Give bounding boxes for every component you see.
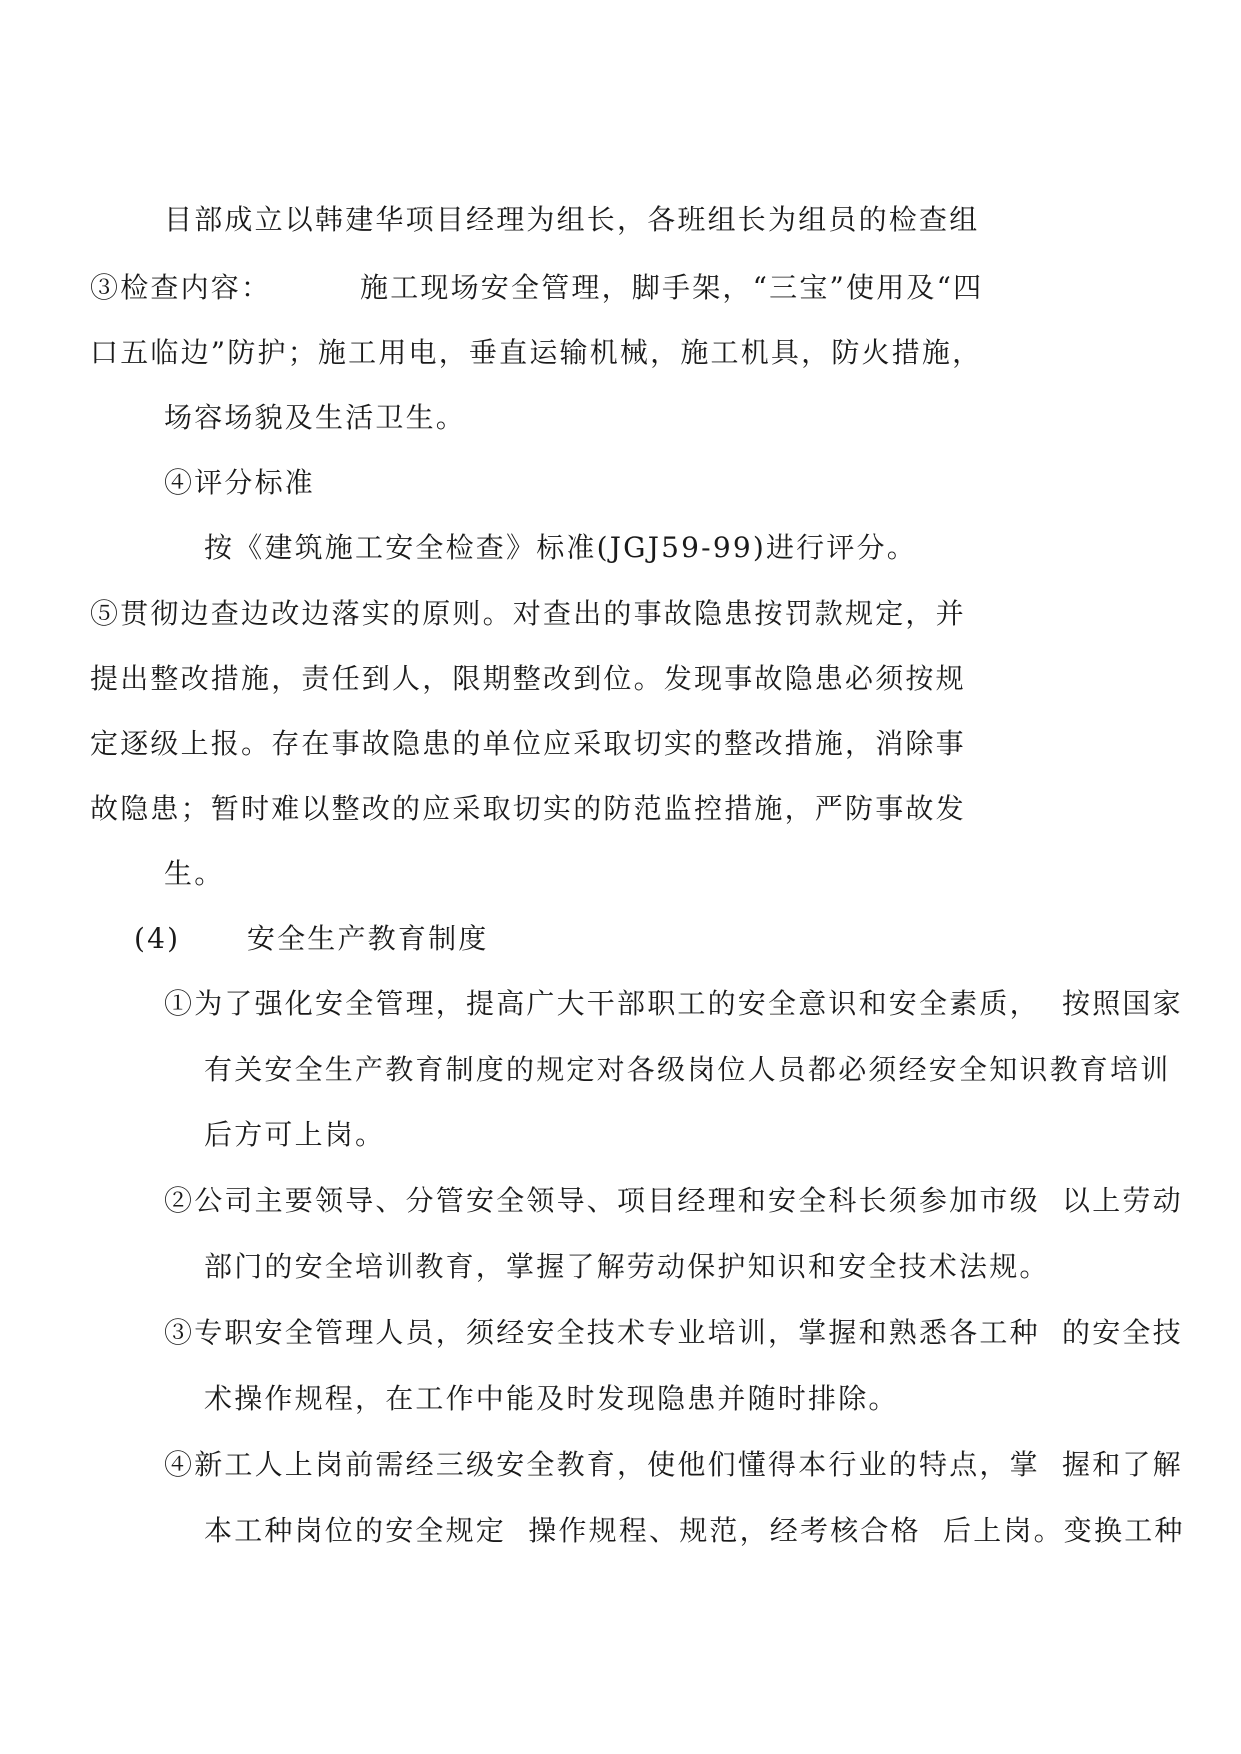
- text-line: ④评分标准: [164, 466, 316, 499]
- text-line: 定逐级上报。存在事故隐患的单位应采取切实的整改措施，消除事: [90, 727, 966, 760]
- text-line: 口五临边”防护；施工用电，垂直运输机械，施工机具，防火措施，: [90, 336, 983, 369]
- text-line: 目部成立以韩建华项目经理为组长，各班组长为组员的检查组: [164, 203, 980, 236]
- text-line: 场容场貌及生活卫生。: [164, 401, 467, 434]
- text-line: ③专职安全管理人员，须经安全技术专业培训，掌握和熟悉各工种 的安全技: [164, 1316, 1183, 1349]
- text-line: 有关安全生产教育制度的规定对各级岗位人员都必须经安全知识教育培训: [204, 1053, 1171, 1086]
- text-line: 本工种岗位的安全规定 操作规程、规范，经考核合格 后上岗。变换工种: [204, 1514, 1185, 1547]
- text-line: 按《建筑施工安全检查》标准(JGJ59-99)进行评分。: [204, 531, 917, 564]
- text-line: 后方可上岗。: [204, 1118, 386, 1151]
- text-line: ②公司主要领导、分管安全领导、项目经理和安全科长须参加市级 以上劳动: [164, 1184, 1183, 1217]
- section-heading: (4) 安全生产教育制度: [134, 922, 489, 955]
- text-line: 术操作规程，在工作中能及时发现隐患并随时排除。: [204, 1382, 899, 1415]
- text-line: 故隐患；暂时难以整改的应采取切实的防范监控措施，严防事故发: [90, 792, 966, 825]
- text-line: ③检查内容： 施工现场安全管理，脚手架，“三宝”使用及“四: [90, 271, 984, 304]
- text-line: ⑤贯彻边查边改边落实的原则。对查出的事故隐患按罚款规定，并: [90, 597, 966, 630]
- text-line: 提出整改措施，责任到人，限期整改到位。发现事故隐患必须按规: [90, 662, 966, 695]
- text-line: ④新工人上岗前需经三级安全教育，使他们懂得本行业的特点，掌 握和了解: [164, 1448, 1183, 1481]
- text-line: 部门的安全培训教育，掌握了解劳动保护知识和安全技术法规。: [204, 1250, 1050, 1283]
- text-line: ①为了强化安全管理，提高广大干部职工的安全意识和安全素质， 按照国家: [164, 987, 1183, 1020]
- text-line: 生。: [164, 857, 225, 890]
